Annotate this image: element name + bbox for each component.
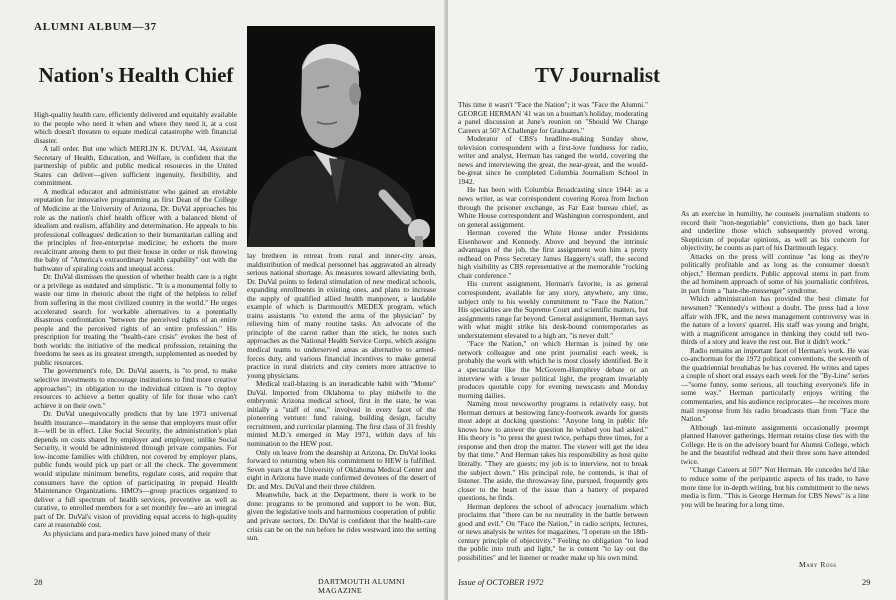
running-footer-issue: Issue of OCTOBER 1972 xyxy=(458,577,544,587)
article-title-left: Nation's Health Chief xyxy=(38,63,234,87)
paragraph: Dr. DuVal unequivocally predicts that by late 1973 universal health insurance—mandatory in the sense that employers must offer it—will be in effect. Like Social Security, the administration's plan depends on costs shared by employer and employee; unlike Social Security, it would be administered through private companies. For low-income families with children, not covered by employer plans, public funds would pick up part or all the check. The government would stipulate minimum benefits, regulate costs, and require that consumers have the option of participating in prepaid Health Maintenance Organizations. HMO's—group practices organized to deliver a full spectrum of health services, preventive as well as curative, to enrolled members for a set monthly fee—are an integral part of Dr. DuVal's vision of providing equal access to high-quality care at reasonable cost. xyxy=(34,409,237,530)
paragraph: As physicians and para-medics have joined many of their xyxy=(43,528,211,538)
paragraph: A medical educator and administrator who gained an enviable reputation for innovative programming as first Dean of the College of Medicine at the University of Arizona, Dr. DuVal approaches his role as the nation's chief health officer with a balanced blend of idealism and realism, affability and determination. He appeals to his professional colleagues' dedication to their humanitarian calling and the principles of free-enterprise medicine; he exhorts the more recalcitrant among them to put their house in order or risk throwing the baby of "America's extraordinary health capability" out with the bathwater of spiraling costs and unequal access. xyxy=(34,186,237,273)
right-page xyxy=(448,0,896,600)
paragraph: This time it wasn't "Face the Nation"; it was "Face the Alumni." GEORGE HERMAN '41 was on a busman's holiday, moderating a panel discussion at June's reunion on "Should We Change Careers at 50? A Challenge for Graduates." xyxy=(458,101,648,135)
paragraph: He has been with Columbia Broadcasting since 1944: as a news writer, as war correspondent covering Korea from Inchon through the prisoner exchange, as Far East bureau chief, as White House correspondent and Washington correspondent, and on general assignment. xyxy=(458,185,648,229)
paragraph: His current assignment, Herman's favorite, is as general correspondent, available for any story, anywhere, any time, subject only to his weekly commitment to "Face the Nation." His specialties are the Supreme Court and scientific matters, but assignments range far beyond. General assignment, Herman says with what might strike his desk-bound contemporaries as understatement elevated to a high art, "is never dull." xyxy=(458,279,648,340)
portrait-photo-duval xyxy=(247,26,435,247)
paragraph: Although last-minute assignments occasionally preempt planned Hanover gatherings, Herman retains close ties with the College. He is on the advisory board for Alumni College, which he and the beautiful redhead and their three sons have attended twice. xyxy=(681,422,869,466)
author-byline: Mary Ross xyxy=(799,560,837,569)
paragraph: High-quality health care, efficiently delivered and equitably available to the people who need it when and where they need it, at a cost which doesn't threaten to equate medical catastrophe with financial disaster. xyxy=(34,111,237,145)
paragraph: Herman covered the White House under Presidents Eisenhower and Kennedy. Above and beyond the intrinsic advantages of the job, the first assignment won him a pretty redhead on Press Secretary James Haggerty's staff, the second high visibility as CBS representative at the memorable "rocking chair conference." xyxy=(458,228,648,280)
paragraph: Radio remains an important facet of Herman's work. He was co-anchorman for the 1972 political conventions, the seventh of the quadriennial brouhahas he has covered. He writes and tapes a couple of short oral essays each week for the "By-Line" series—"some funny, some serious, all touching everyone's life in some way." Herman particularly enjoys writing the commentaries, and his audience reciprocates—he receives more mail response from his radio broadcasts than from "Face the Nation." xyxy=(681,345,869,424)
paragraph: Meanwhile, back at the Department, there is work to be done: programs to be promoted and support to be won. But, given the legislative tools and harmonious cooperation of public and private sectors, Dr. DuVal is confident that the health-care crisis can be on the run before he rides westward into the setting sun. xyxy=(247,490,436,543)
article-column-right-2 xyxy=(681,210,869,560)
portrait-duval-image xyxy=(247,26,435,247)
paragraph: Medical trail-blazing is an ineradicable habit with "Monte" DuVal. Imported from Oklahoma to play midwife to the embryonic Arizona medical school, first in the state, he was initially a "staff of one," involved in every facet of the pioneering venture: fund raising, building design, faculty recruitment, and curricular planning. The first class of 31 freshly minted M.D.'s emerged in May 1971, within days of his nomination to the HEW post. xyxy=(247,379,436,449)
article-column-left-1 xyxy=(34,111,237,573)
paragraph: Which administration has provided the best climate for newsmen? "Kennedy's without a doubt. The press had a love affair with JFK, and the news management controversy was in the nature of a lovers' quarrel. His staff was young and bright, with a magnificent arrogance in thinking they could tell two-thirds of a story and leave the rest out. But it didn't work." xyxy=(681,294,869,347)
paragraph: Attacks on the press will continue "as long as they're politically profitable and as long as the consumer doesn't object," Herman predicts. Public approval stems in part from the ad hominem approach of some of his journalistic confrères, in part from a "hate-the-messenger" syndrome. xyxy=(681,251,869,295)
left-page xyxy=(0,0,446,600)
paragraph: "Change Careers at 50?" Not Herman. He concedes he'd like to reduce some of the peripatetic aspects of his trade, to have more time for in-depth writing, but his commitment to the news media is firm. "This is George Herman for CBS News" is a line you will be hearing for a long time. xyxy=(681,465,869,509)
paragraph: The government's role, Dr. DuVal asserts, is "to prod, to make selective investments to encourage institutions to find more creative approaches"; its obligation to the individual citizen is "to deploy resources to achieve a better quality of life for those who can't achieve it on their own." xyxy=(34,366,237,410)
paragraph: Dr. DuVal dismisses the question of whether health care is a right or a privilege as outdated and simplistic. "It is a monumental folly to waste our time in rhetoric about the right of the helpless to relief from suffering in the most civilized country in the world." He urges accelerated search for workable alternatives to a potentially disastrous confrontation "between the perceived rights of an entire people and the perceived rights of an entire profession." His prescription for treating the "health-care crisis" evokes the best of both worlds: the initiative of the medical profession, retaining the freedoms he sees as its greatest strength, supplemented as needed by public resources. xyxy=(34,272,237,367)
paragraph: Moderator of CBS's headline-making Sunday show, television correspondent with a first-love fondness for radio, writer and analyst, Herman has ranged the world, covering the news and interviewing the great, the near-great, and the would-be-great since he completed Columbia Journalism School in 1942. xyxy=(458,134,648,186)
article-column-right-1 xyxy=(458,101,648,573)
article-title-right: TV Journalist xyxy=(534,63,661,87)
paragraph: "Face the Nation," on which Herman is joined by one network colleague and one print journalist each week, is probably the work with which he is most closely identified. Be it a spectacular like the McGovern-Humphrey debate or an interview with a lesser political light, the program invariably produces quotable copy for evening newscasts and Monday morning dailies. xyxy=(458,339,648,400)
paragraph: lay brethren in retreat from rural and inner-city areas, maldistribution of medical personnel has aggravated an already serious national shortage. As measures toward alleviating both, Dr. DuVal points to federal stimulation of new medical schools, expanding enrollments in existing ones, and plans to increase the supply of qualified allied health manpower, a laudable example of which is Dartmouth's MEDEX program, which trains assistants "to extend the arms of the physician" by relieving him of many routine tasks. An advocate of the principle of the carrot rather than the stick, he notes such approaches as the National Health Service Corps, which assigns medical teams to underserved areas as alternative to armed-forces duty, and various financial incentives to make general practice in rural districts and city centers more attractive to young physicians. xyxy=(247,252,436,380)
section-header: ALUMNI ALBUM—37 xyxy=(34,21,157,33)
paragraph: Naming most newsworthy programs is relatively easy, but Herman demurs at bestowing fancy-footwork awards for guests most adept at ducking questions: "Anyone long in public life knows how to answer the question he wished you had asked." His theory is "to press the guest twice, perhaps three times, for a response and then drop the matter. The viewer will get the idea by that time." And Herman takes his responsibility as host quite literally. "They are guests; my job is to interview, not to break the subject down." His principal role, he contends, is that of listener. The aside, the throwaway line, pursued, frequently gets closer to the heart of the issue than a battery of prepared questions, he finds. xyxy=(458,399,648,503)
page-number-left: 28 xyxy=(34,577,43,587)
paragraph: A tall order. But one which MERLIN K. DUVAL '44, Assistant Secretary of Health, Education, and Welfare, is confident that the partnership of public and public medical resources in the United States can deliver—given sufficient ingenuity, flexibility, and commitment. xyxy=(34,144,237,188)
paragraph: As an exercise in humility, he counsels journalism students to record their "non-negotiable" convictions, then go back later and underline those which subsequently proved wrong. Skepticism of popular opinions, as well as his concern for objectivity, he counts as part of his Dartmouth legacy. xyxy=(681,210,869,253)
page-number-right: 29 xyxy=(862,577,871,587)
article-column-left-2 xyxy=(247,252,436,573)
paragraph: Herman deplores the school of advocacy journalism which proclaims that "there can be no neutrality in the battle between good and evil." On "Face the Nation," in radio scripts, lectures, or news analysis he writes for magazines, "I operate on the 18th-century principle of objectivity." Feeling no obligation "to lead the public into truth and light," he is content "to lay out the possibilities" and let listener or reader make up his own mind. xyxy=(458,501,648,562)
running-footer-magazine: DARTMOUTH ALUMNI MAGAZINE xyxy=(318,577,405,595)
paragraph: Only on leave from the deanship at Arizona, Dr. DuVal looks forward to returning when his commitment to HEW is fulfilled. Seven years at the University of Oklahoma Medical Center and eight in Arizona have made confirmed devotees of the desert of Dr. and Mrs. DuVal and their three children. xyxy=(247,447,436,491)
